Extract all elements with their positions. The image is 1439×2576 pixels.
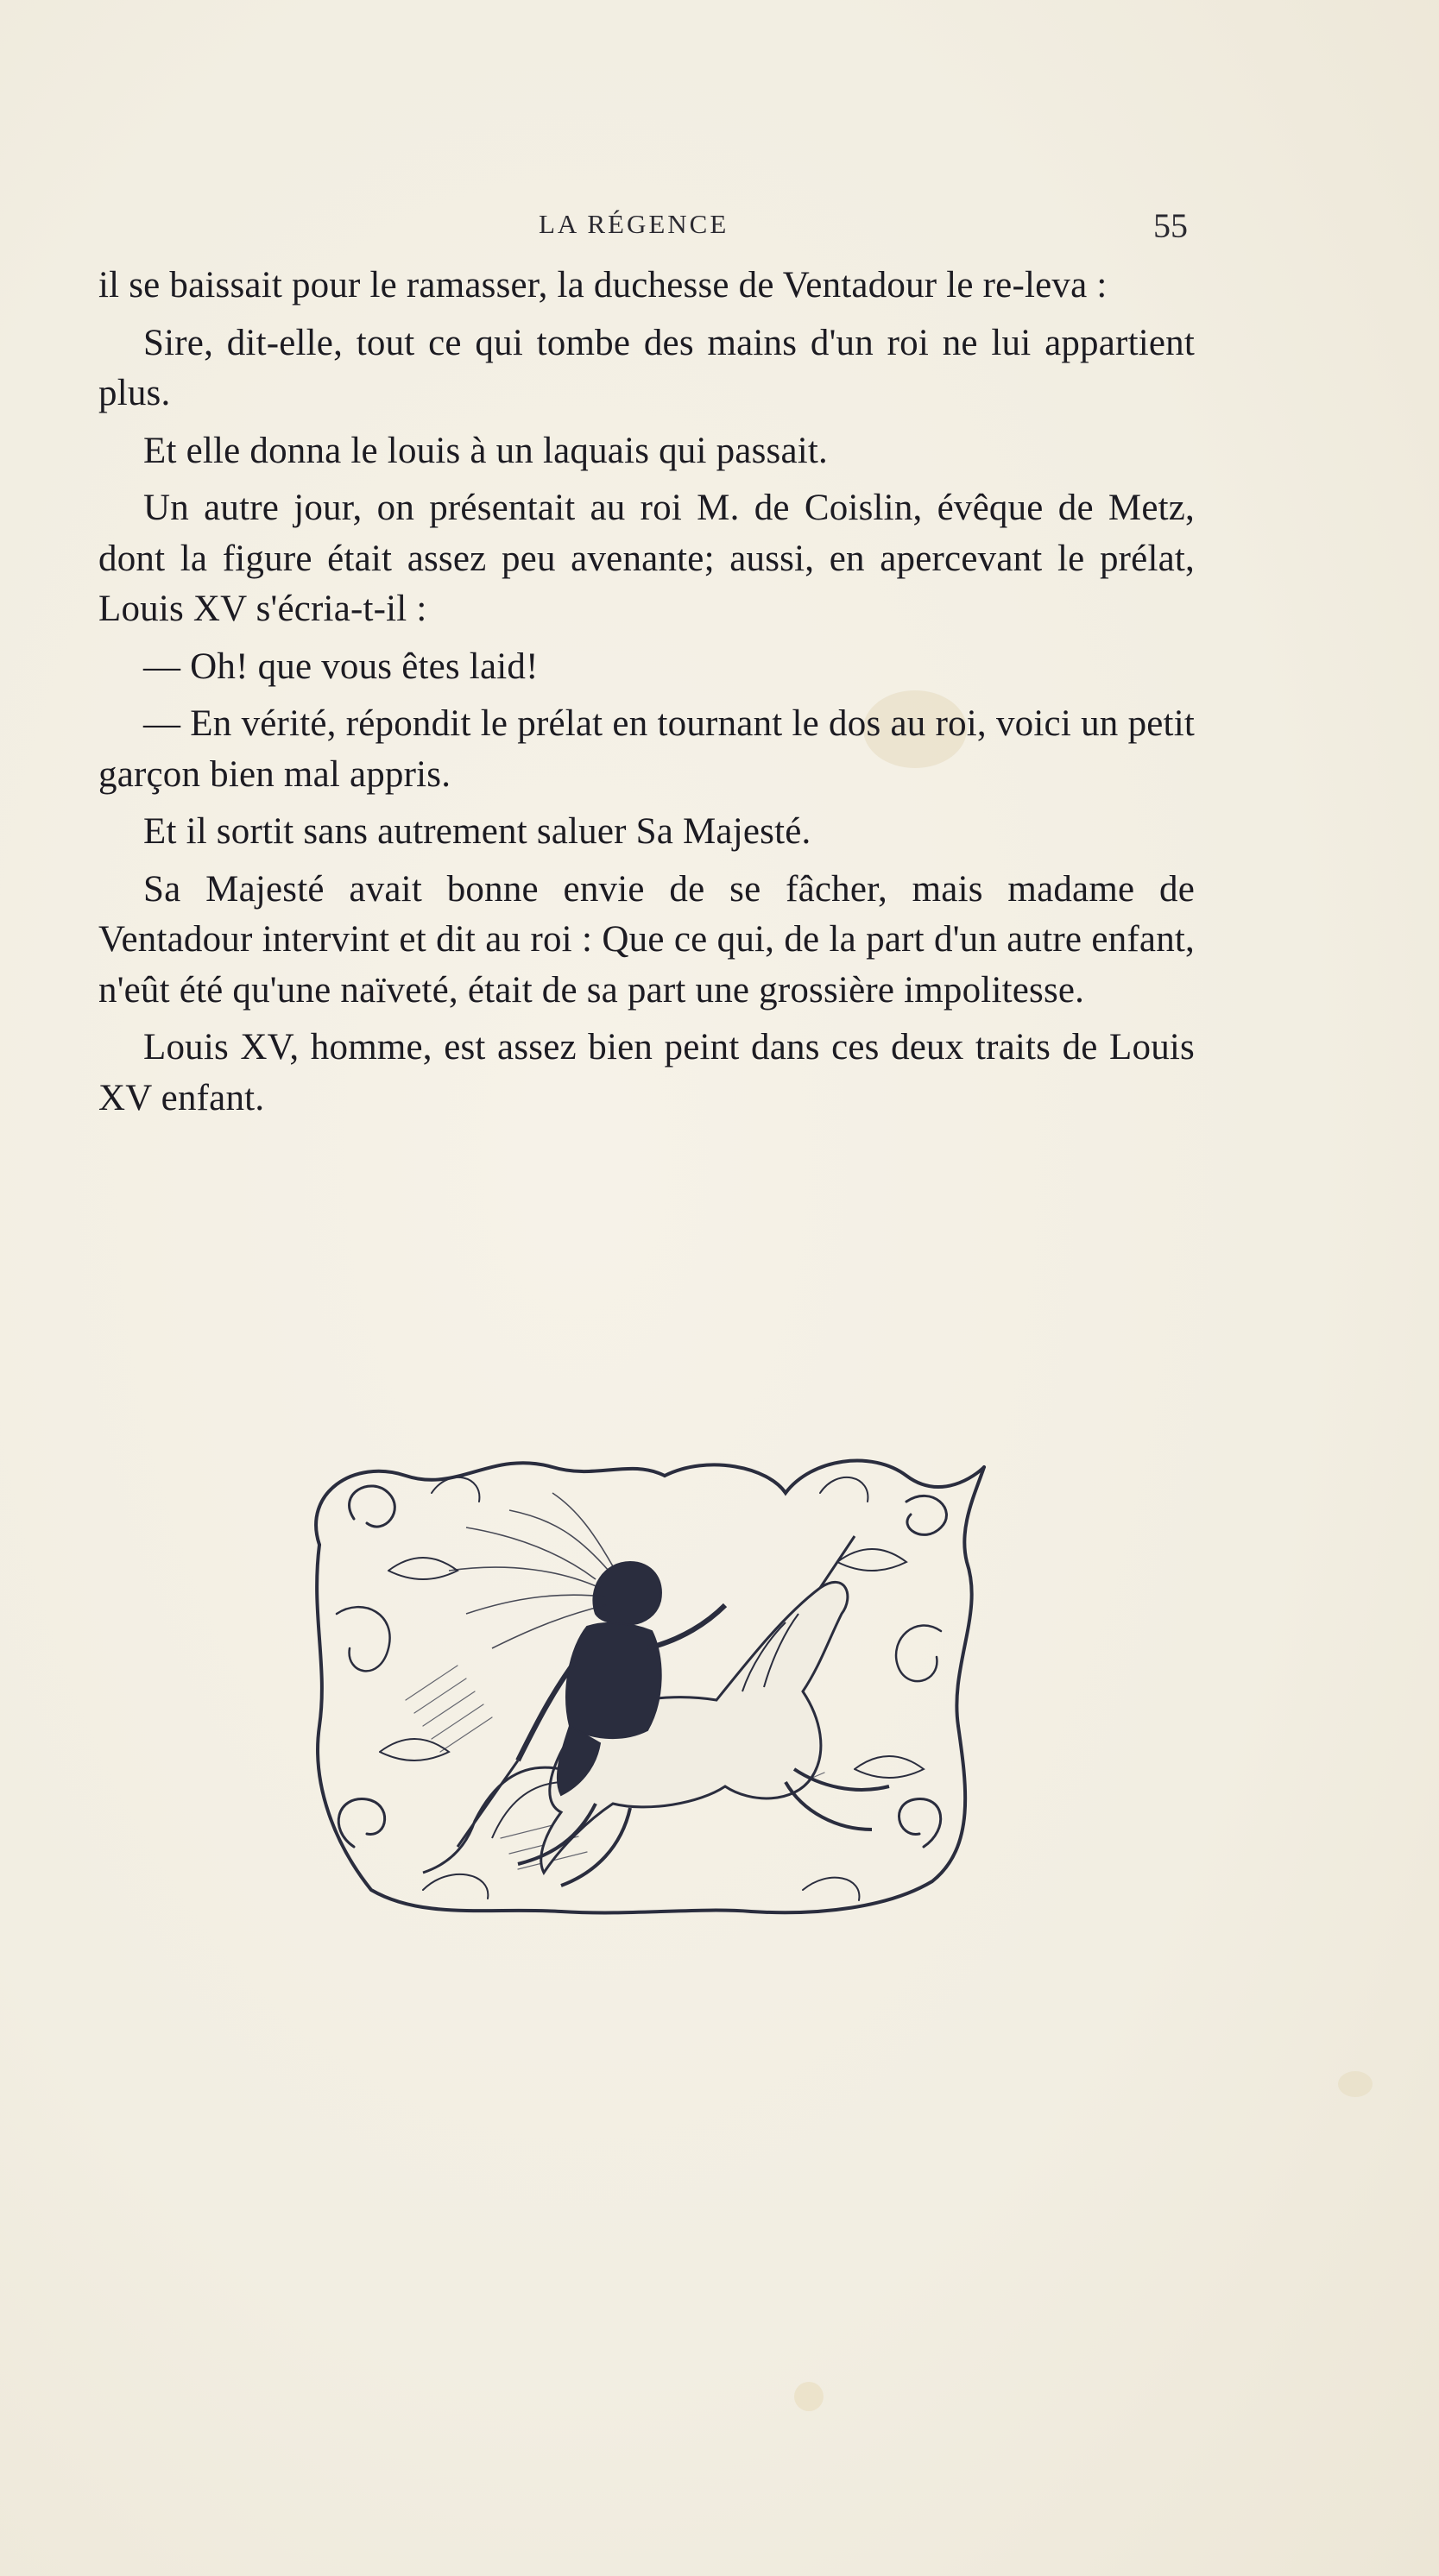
engraved-vignette-rider-on-unicorn-icon bbox=[302, 1441, 993, 1924]
paragraph: Sa Majesté avait bonne envie de se fâcher, mais madame de Ventadour intervint et dit au roi : Que ce qui, de la part d'un autre enfant, n'eût été qu'une naïveté, était de sa part une grossière impolitesse. bbox=[98, 868, 1195, 1011]
page-number: 55 bbox=[1153, 206, 1188, 245]
paragraph: Sire, dit-elle, tout ce qui tombe des mains d'un roi ne lui appartient plus. bbox=[98, 322, 1195, 413]
paragraph: Un autre jour, on présentait au roi M. de Coislin, évêque de Metz, dont la figure était assez peu avenante; aussi, en apercevant le prélat, Louis XV s'écria-t-il : bbox=[98, 488, 1195, 629]
paragraph: — En vérité, répondit le prélat en tournant le dos au roi, voici un petit garçon bien mal appris. bbox=[98, 703, 1195, 795]
running-head bbox=[0, 206, 1439, 252]
body-text bbox=[98, 261, 1195, 1131]
paragraph: Et il sortit sans autrement saluer Sa Majesté. bbox=[143, 811, 811, 852]
engraved-vignette bbox=[302, 1441, 993, 1924]
paragraph: Et elle donna le louis à un laquais qui passait. bbox=[143, 430, 828, 471]
running-title: LA RÉGENCE bbox=[539, 209, 729, 239]
paragraph: Louis XV, homme, est assez bien peint dans ces deux traits de Louis XV enfant. bbox=[98, 1027, 1195, 1118]
paragraph: — Oh! que vous êtes laid! bbox=[143, 646, 539, 687]
paragraph: il se baissait pour le ramasser, la duchesse de Ventadour le re-leva : bbox=[98, 265, 1108, 305]
